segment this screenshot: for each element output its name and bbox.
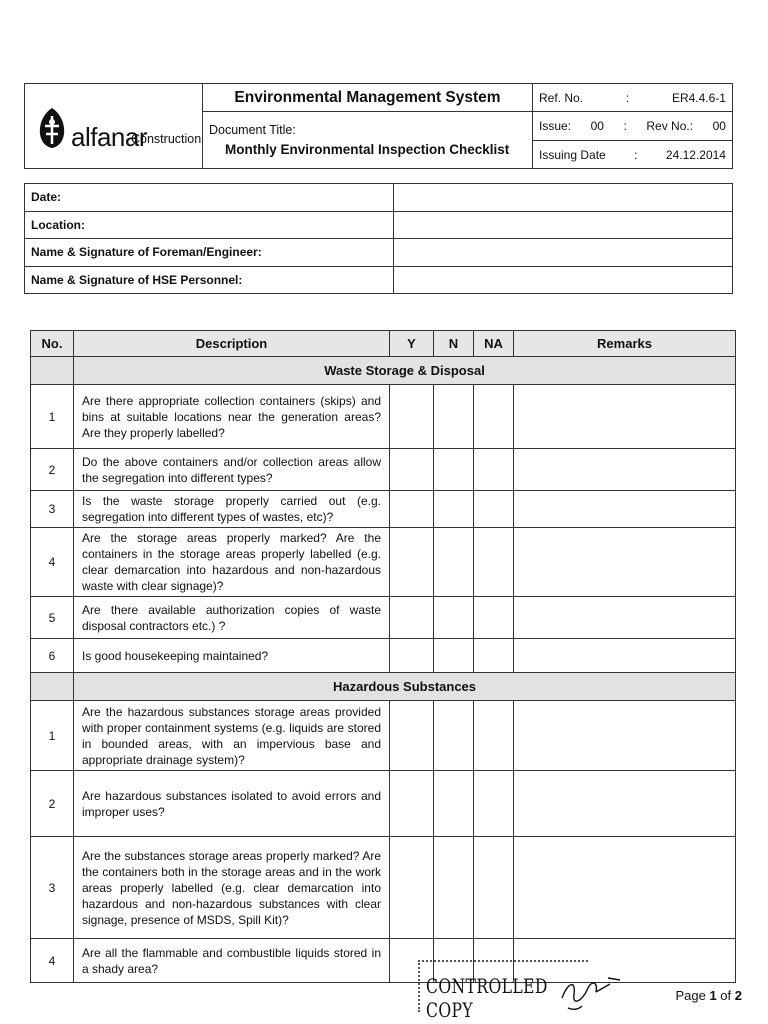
n-checkbox[interactable] <box>434 701 474 771</box>
row-description: Are the hazardous substances storage areas provided with proper containment systems (e.g. liquids are stored in bounded areas, with an impervious base and appropriate drainage system)? <box>74 701 390 771</box>
col-header-y: Y <box>390 331 434 357</box>
stamp-text: CONTROLLED COPY <box>426 974 548 1022</box>
n-checkbox[interactable] <box>434 837 474 939</box>
alfanar-logo-icon <box>37 106 67 150</box>
remarks-field[interactable] <box>514 449 736 491</box>
location-label: Location: <box>25 211 394 239</box>
issue-cell <box>533 112 733 141</box>
table-row <box>31 385 736 449</box>
n-checkbox[interactable] <box>434 771 474 837</box>
issue-value: 00 <box>590 119 604 133</box>
page-of: of <box>716 988 735 1003</box>
n-checkbox[interactable] <box>434 639 474 673</box>
checklist-header-row <box>31 331 736 357</box>
system-title: Environmental Management System <box>203 84 533 112</box>
table-row <box>31 449 736 491</box>
issuing-date-cell <box>533 141 733 169</box>
na-checkbox[interactable] <box>474 771 514 837</box>
company-logo <box>37 102 202 158</box>
row-description: Are there appropriate collection containers (skips) and bins at suitable locations near the generation areas? Are they properly labelled? <box>74 385 390 449</box>
table-row <box>31 939 736 983</box>
row-description: Are the substances storage areas properly marked? Are the containers both in the storage areas and in the work areas properly labelled (e.g. clear demarcation into hazardous and non-hazardous substances with clear signage, presence of MSDS, Spill Kit)? <box>74 837 390 939</box>
logo-cell <box>25 84 203 169</box>
remarks-field[interactable] <box>514 771 736 837</box>
ref-cell <box>533 84 733 112</box>
rev-label: Rev No.: <box>646 119 694 133</box>
hse-signature-label: Name & Signature of HSE Personnel: <box>25 266 394 294</box>
rev-value: 00 <box>712 119 726 133</box>
issue-label: Issue: <box>539 119 572 133</box>
page-number <box>675 988 742 1003</box>
row-number: 1 <box>31 701 74 771</box>
row-number: 3 <box>31 491 74 528</box>
y-checkbox[interactable] <box>390 701 434 771</box>
location-field[interactable] <box>394 211 733 239</box>
logo-wordmark: alfanar <box>71 122 147 152</box>
na-checkbox[interactable] <box>474 528 514 597</box>
table-row <box>31 491 736 528</box>
foreman-signature-label: Name & Signature of Foreman/Engineer: <box>25 239 394 267</box>
inspection-checklist-table <box>30 330 736 983</box>
remarks-field[interactable] <box>514 701 736 771</box>
na-checkbox[interactable] <box>474 385 514 449</box>
y-checkbox[interactable] <box>390 597 434 639</box>
n-checkbox[interactable] <box>434 491 474 528</box>
row-number: 4 <box>31 528 74 597</box>
ref-value: ER4.4.6-1 <box>671 90 726 105</box>
section-title-hazardous: Hazardous Substances <box>74 673 736 701</box>
y-checkbox[interactable] <box>390 491 434 528</box>
signature-scribble-icon <box>558 968 628 1012</box>
col-header-n: N <box>434 331 474 357</box>
section-spacer <box>31 357 74 385</box>
row-description: Are all the flammable and combustible liquids stored in a shady area? <box>74 939 390 983</box>
row-number: 5 <box>31 597 74 639</box>
remarks-field[interactable] <box>514 837 736 939</box>
inspection-info-table <box>24 183 733 294</box>
table-row <box>31 639 736 673</box>
na-checkbox[interactable] <box>474 837 514 939</box>
row-description: Are the storage areas properly marked? Are the containers in the storage areas properly labelled (e.g. clear demarcation into hazardous and non-hazardous waste with clear signage)? <box>74 528 390 597</box>
na-checkbox[interactable] <box>474 639 514 673</box>
n-checkbox[interactable] <box>434 385 474 449</box>
table-row <box>31 837 736 939</box>
row-number: 3 <box>31 837 74 939</box>
y-checkbox[interactable] <box>390 837 434 939</box>
hse-signature-field[interactable] <box>394 266 733 294</box>
issuing-date-label: Issuing Date <box>539 147 606 162</box>
row-number: 4 <box>31 939 74 983</box>
remarks-field[interactable] <box>514 491 736 528</box>
document-title: Monthly Environmental Inspection Checklist <box>225 142 510 157</box>
col-header-remarks: Remarks <box>514 331 736 357</box>
document-header <box>24 83 733 169</box>
foreman-signature-field[interactable] <box>394 239 733 267</box>
controlled-copy-stamp <box>418 960 588 1022</box>
section-row <box>31 673 736 701</box>
section-title-waste: Waste Storage & Disposal <box>74 357 736 385</box>
issuing-date-colon: : <box>634 147 638 162</box>
y-checkbox[interactable] <box>390 528 434 597</box>
table-row <box>31 701 736 771</box>
table-row <box>31 771 736 837</box>
row-description: Is the waste storage properly carried out (e.g. segregation into different types of wastes, etc)? <box>74 491 390 528</box>
remarks-field[interactable] <box>514 528 736 597</box>
na-checkbox[interactable] <box>474 701 514 771</box>
ref-label: Ref. No. <box>539 90 584 105</box>
row-description: Do the above containers and/or collection areas allow the segregation into different types? <box>74 449 390 491</box>
issuing-date-value: 24.12.2014 <box>665 147 726 162</box>
n-checkbox[interactable] <box>434 528 474 597</box>
row-description: Is good housekeeping maintained? <box>74 639 390 673</box>
row-description: Are hazardous substances isolated to avoid errors and improper uses? <box>74 771 390 837</box>
document-title-label: Document Title: <box>209 123 296 137</box>
ref-colon: : <box>625 90 630 105</box>
remarks-field[interactable] <box>514 597 736 639</box>
date-label: Date: <box>25 184 394 212</box>
issue-colon: : <box>623 119 627 133</box>
na-checkbox[interactable] <box>474 449 514 491</box>
n-checkbox[interactable] <box>434 597 474 639</box>
y-checkbox[interactable] <box>390 449 434 491</box>
page-prefix: Page <box>675 988 710 1003</box>
date-field[interactable] <box>394 184 733 212</box>
remarks-field[interactable] <box>514 385 736 449</box>
section-spacer <box>31 673 74 701</box>
row-number: 1 <box>31 385 74 449</box>
n-checkbox[interactable] <box>434 449 474 491</box>
na-checkbox[interactable] <box>474 491 514 528</box>
na-checkbox[interactable] <box>474 597 514 639</box>
table-row <box>31 597 736 639</box>
row-description: Are there available authorization copies of waste disposal contractors etc.) ? <box>74 597 390 639</box>
page-total: 2 <box>734 988 742 1003</box>
y-checkbox[interactable] <box>390 385 434 449</box>
row-number: 2 <box>31 449 74 491</box>
document-title-cell <box>203 112 533 169</box>
logo-subtitle: Construction <box>131 132 202 146</box>
col-header-no: No. <box>31 331 74 357</box>
table-row <box>31 528 736 597</box>
row-number: 6 <box>31 639 74 673</box>
y-checkbox[interactable] <box>390 771 434 837</box>
page-current: 1 <box>709 988 717 1003</box>
col-header-description: Description <box>74 331 390 357</box>
remarks-field[interactable] <box>514 639 736 673</box>
y-checkbox[interactable] <box>390 639 434 673</box>
section-row <box>31 357 736 385</box>
row-number: 2 <box>31 771 74 837</box>
col-header-na: NA <box>474 331 514 357</box>
